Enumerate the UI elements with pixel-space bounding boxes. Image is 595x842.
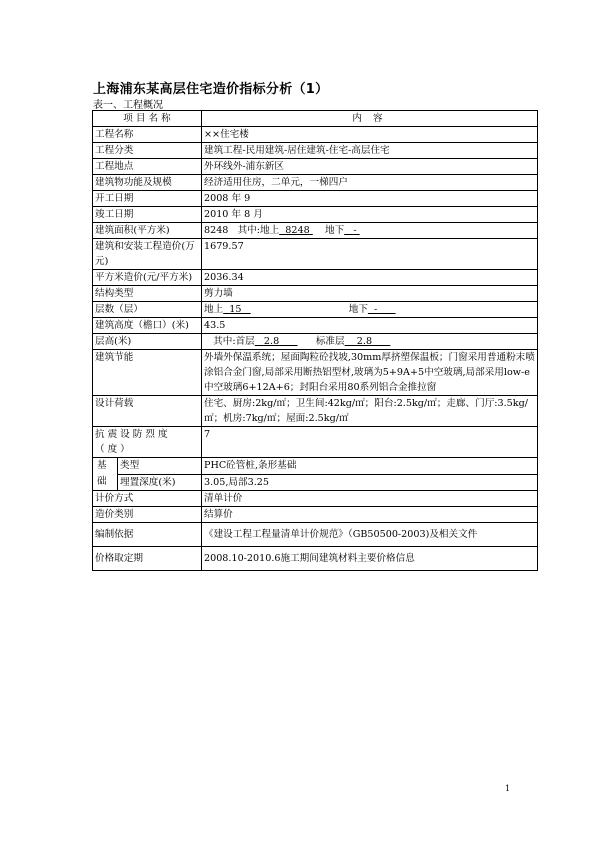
storey-std-prefix: 标准层 <box>315 336 345 347</box>
table-row <box>93 159 538 175</box>
table-row <box>93 302 538 318</box>
table-row <box>93 143 538 159</box>
header-content: 内 容 <box>202 111 538 127</box>
row-label: 工程分类 <box>93 143 202 159</box>
table-row <box>93 286 538 302</box>
row-value: 2008 年 9 <box>202 191 538 207</box>
table-row <box>93 270 538 286</box>
table-row <box>93 207 538 223</box>
table-row <box>93 223 538 239</box>
row-value: 结算价 <box>202 507 538 523</box>
page-number: 1 <box>505 784 511 793</box>
table-row <box>93 239 538 270</box>
floors-below-prefix: 地下 <box>348 304 368 315</box>
table-row <box>93 491 538 507</box>
area-total: 8248 <box>204 225 229 236</box>
row-value: 7 <box>202 427 538 458</box>
row-label: 竣工日期 <box>93 207 202 223</box>
row-label: 建筑面积(平方米) <box>93 223 202 239</box>
area-below: - <box>353 225 357 236</box>
project-overview-table <box>92 110 538 571</box>
area-below-prefix: 地下 <box>324 225 345 236</box>
row-value: 2010 年 8 月 <box>202 207 538 223</box>
table-header-row <box>93 111 538 127</box>
row-label: 抗震设防烈度（度） <box>93 427 202 458</box>
header-item: 项 目 名 称 <box>93 111 202 127</box>
row-value: 剪力墙 <box>202 286 538 302</box>
table-row <box>93 350 538 396</box>
table-row <box>93 523 538 547</box>
area-above: 8248 <box>285 225 310 236</box>
table-row <box>93 458 538 475</box>
storey-std: 2.8 <box>356 336 373 347</box>
row-label: 类型 <box>118 458 202 475</box>
row-label: 层数（层） <box>93 302 202 318</box>
row-value: 住宅、厨房:2kg/㎡；卫生间:42kg/㎡；阳台:2.5kg/㎡；走廊、门厅:3.5kg/㎡；机房:7kg/㎡；屋面:2.5kg/㎡ <box>202 396 538 427</box>
table-row <box>93 547 538 571</box>
row-value: ××住宅楼 <box>202 127 538 143</box>
floors-above-prefix: 地上 <box>204 304 224 315</box>
row-label: 平方米造价(元/平方米) <box>93 270 202 286</box>
row-label: 建筑节能 <box>93 350 202 396</box>
row-value: 外墙外保温系统；屋面陶粒砼找坡,30mm厚挤塑保温板；门窗采用普通粉末喷涂铝合金门窗,局部采用断热铝型材,玻璃为5+9A+5中空玻璃,局部采用low-e中空玻璃6+12A+6；封阳台采用80系列铝合金推拉窗 <box>202 350 538 396</box>
row-value <box>202 223 538 239</box>
page-title: 上海浦东某高层住宅造价指标分析（1） <box>93 82 329 97</box>
area-above-prefix: 其中:地上 <box>237 225 280 236</box>
floors-above: 15 <box>229 304 242 315</box>
storey-first: 2.8 <box>263 336 280 347</box>
row-label: 结构类型 <box>93 286 202 302</box>
table-row <box>93 175 538 191</box>
table-row <box>93 318 538 334</box>
row-label: 建筑高度（檐口）(米) <box>93 318 202 334</box>
table-caption: 表一、工程概况 <box>93 100 163 111</box>
row-value: 2008.10-2010.6施工期间建筑材料主要价格信息 <box>202 547 538 571</box>
row-label: 建筑和安装工程造价(万元) <box>93 239 202 270</box>
row-value: 建筑工程-民用建筑-居住建筑-住宅-高层住宅 <box>202 143 538 159</box>
table-row <box>93 334 538 350</box>
foundation-label: 基础 <box>93 458 118 491</box>
row-label: 造价类别 <box>93 507 202 523</box>
floors-below: - <box>374 304 378 315</box>
row-value: 3.05,局部3.25 <box>202 474 538 491</box>
table-row <box>93 396 538 427</box>
row-label: 计价方式 <box>93 491 202 507</box>
row-label: 价格取定期 <box>93 547 202 571</box>
row-label: 工程名称 <box>93 127 202 143</box>
row-value: 43.5 <box>202 318 538 334</box>
row-label: 工程地点 <box>93 159 202 175</box>
table-row <box>93 127 538 143</box>
storey-first-prefix: 其中:首层 <box>213 336 255 347</box>
table-row <box>93 507 538 523</box>
row-label: 开工日期 <box>93 191 202 207</box>
row-value: 1679.57 <box>202 239 538 270</box>
table-row <box>93 191 538 207</box>
row-label: 层高(米) <box>93 334 202 350</box>
row-label: 设计荷载 <box>93 396 202 427</box>
row-label: 编制依据 <box>93 523 202 547</box>
row-value <box>202 302 538 318</box>
row-value: 经济适用住房，二单元，一梯四户 <box>202 175 538 191</box>
row-value: 2036.34 <box>202 270 538 286</box>
table-row <box>93 474 538 491</box>
row-value: 外环线外-浦东新区 <box>202 159 538 175</box>
table-row <box>93 427 538 458</box>
row-value: 清单计价 <box>202 491 538 507</box>
row-label: 埋置深度(米) <box>118 474 202 491</box>
row-value: 《建设工程工程量清单计价规范》（GB50500-2003)及相关文件 <box>202 523 538 547</box>
row-value: PHC砼管桩,条形基础 <box>202 458 538 475</box>
row-value <box>202 334 538 350</box>
row-label: 建筑物功能及规模 <box>93 175 202 191</box>
